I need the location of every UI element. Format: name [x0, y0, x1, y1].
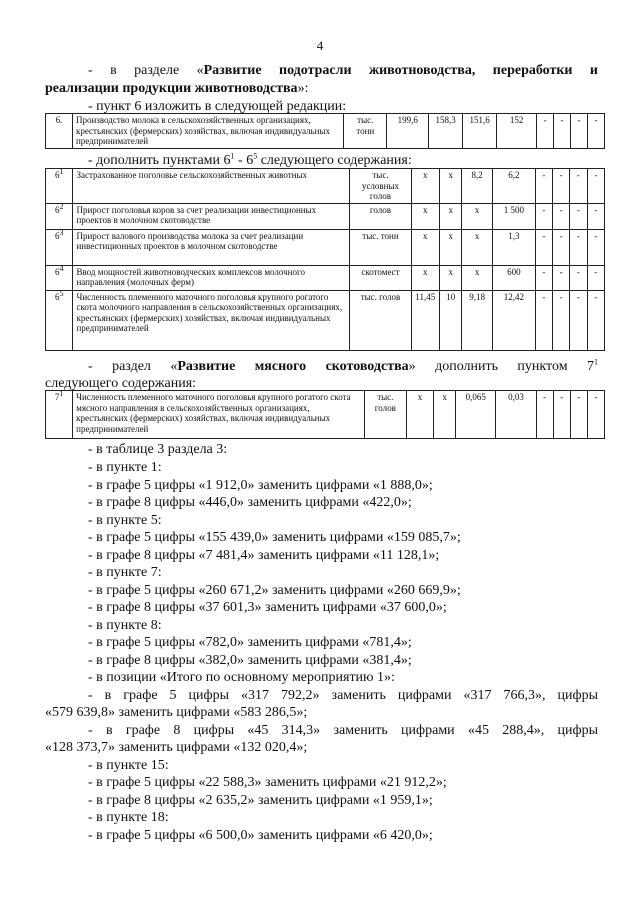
num-text: 6: [54, 204, 60, 215]
row-name: Производство молока в сельскохозяйственных организациях, крестьянских (фермерских) хозяйствах, включая индивидуальных предпринимателей: [72, 114, 343, 149]
row-dash-2: -: [552, 169, 569, 204]
row-name: Прирост валового производства молока за счет реализации инвестиционных проектов в молочном скотоводстве: [73, 229, 350, 265]
row-dash-3: -: [570, 265, 587, 290]
supplement-text-a: - дополнить пунктами 6: [88, 153, 231, 168]
table-row: [46, 290, 605, 350]
row-value-1: х: [411, 229, 440, 265]
list-item: - в пункте 18:: [88, 810, 169, 825]
row-unit: тыс. голов: [364, 391, 406, 439]
list-item: - в графе 8 цифры «37 601,3» заменить цифрами «37 600,0»;: [88, 600, 447, 615]
table-row: [46, 203, 605, 229]
row-value-4: 152: [497, 114, 537, 149]
row-dash-4: -: [587, 290, 604, 350]
row-value-4: 1 500: [492, 203, 535, 229]
list-item: - в пункте 1:: [88, 460, 162, 475]
supplement-text-c: следующего содержания:: [257, 153, 412, 168]
row-unit: тыс. голов: [350, 290, 411, 350]
num-text: 6: [54, 291, 60, 302]
section-title-part1: Развитие подотрасли животноводства, переработки и: [203, 63, 598, 78]
row-unit: тыс. тонн: [344, 114, 387, 149]
table-items-6-1-to-6-5: [45, 168, 605, 351]
row-dash-4: -: [587, 391, 604, 439]
row-dash-2: -: [552, 290, 569, 350]
supplement-text-b: - 6: [234, 153, 254, 168]
row-dash-1: -: [537, 114, 554, 149]
row-unit: тыс. тонн: [350, 229, 411, 265]
supplement-sup-2: 5: [253, 151, 258, 161]
list-item: «579 639,8» заменить цифрами «583 286,5»;: [45, 705, 308, 720]
table-row: [46, 265, 605, 290]
section-heading-beef: [88, 358, 598, 375]
row-number: [46, 391, 73, 439]
row-value-4: 1,3: [492, 229, 535, 265]
list-item: - в графе 5 цифры «155 439,0» заменить цифрами «159 085,7»;: [88, 530, 461, 545]
row-dash-3: -: [570, 229, 587, 265]
list-item: - в графе 5 цифры «6 500,0» заменить цифрами «6 420,0»;: [88, 828, 433, 843]
row-value-3: 0,065: [456, 391, 496, 439]
row-unit: голов: [350, 203, 411, 229]
list-item: - в графе 5 цифры «317 792,2» заменить цифрами «317 766,3», цифры: [88, 688, 598, 703]
list-item: - в пункте 15:: [88, 758, 169, 773]
row-number: 6.: [46, 114, 73, 149]
section2-title: Развитие мясного скотоводства: [177, 359, 409, 374]
row-value-3: 8,2: [462, 169, 493, 204]
row-value-2: х: [434, 391, 456, 439]
section-suffix: »:: [297, 81, 309, 96]
num-text: 7: [54, 392, 60, 402]
row-value-3: 9,18: [462, 290, 493, 350]
row-dash-1: -: [535, 265, 552, 290]
row-value-4: 6,2: [492, 169, 535, 204]
num-sup: 1: [59, 389, 64, 398]
num-sup: 1: [59, 167, 64, 176]
section2-mid: » дополнить пунктом 7: [408, 359, 594, 374]
list-item: - в позиции «Итого по основному мероприятию 1»:: [88, 670, 395, 685]
section-heading-livestock: [88, 62, 598, 79]
list-item: - в графе 8 цифры «7 481,4» заменить цифрами «11 128,1»;: [88, 548, 440, 563]
row-value-2: 10: [440, 290, 462, 350]
section-title-part2: реализации продукции животноводства: [45, 81, 298, 96]
list-item: - в графе 8 цифры «446,0» заменить цифрами «422,0»;: [88, 495, 412, 510]
num-sup: 5: [59, 288, 64, 298]
row-dash-3: -: [570, 391, 587, 439]
row-dash-3: -: [570, 114, 587, 149]
row-dash-1: -: [536, 391, 553, 439]
row-value-2: х: [440, 265, 462, 290]
supplement-sup-1: 1: [230, 151, 235, 161]
row-value-1: х: [411, 265, 440, 290]
table-item-6: [45, 113, 605, 149]
list-item: - в графе 5 цифры «260 671,2» заменить цифрами «260 669,9»;: [88, 583, 461, 598]
row-dash-4: -: [587, 265, 604, 290]
row-number: [46, 203, 73, 229]
supplement-intro: [88, 152, 412, 169]
row-dash-3: -: [570, 203, 587, 229]
list-item: - в графе 5 цифры «1 912,0» заменить цифрами «1 888,0»;: [88, 478, 433, 493]
row-dash-2: -: [554, 114, 571, 149]
row-dash-3: -: [570, 290, 587, 350]
num-sup: 2: [59, 201, 64, 211]
table-row: [46, 114, 605, 149]
num-text: 6: [54, 266, 60, 277]
row-name: Застрахованное поголовье сельскохозяйственных животных: [73, 169, 350, 204]
row-dash-4: -: [587, 203, 604, 229]
row-number: [46, 169, 73, 204]
list-item: - в графе 5 цифры «22 588,3» заменить цифрами «21 912,2»;: [88, 775, 447, 790]
row-dash-1: -: [535, 169, 552, 204]
row-dash-4: -: [587, 169, 604, 204]
section-prefix: - в разделе «: [88, 63, 204, 78]
row-value-4: 12,42: [492, 290, 535, 350]
row-dash-1: -: [535, 203, 552, 229]
table-row: [46, 391, 605, 439]
row-dash-4: -: [587, 229, 604, 265]
row-dash-2: -: [552, 229, 569, 265]
row-value-1: х: [411, 203, 440, 229]
num-sup: 4: [59, 263, 64, 273]
row-value-3: х: [462, 229, 493, 265]
row-value-2: 158,3: [429, 114, 463, 149]
row-dash-2: -: [552, 265, 569, 290]
table-row: [46, 169, 605, 204]
list-item: - в графе 8 цифры «45 314,3» заменить цифрами «45 288,4», цифры: [88, 723, 598, 738]
row-number: [46, 265, 73, 290]
num-text: 6: [54, 230, 60, 241]
list-item: - в графе 8 цифры «2 635,2» заменить цифрами «1 959,1»;: [88, 793, 433, 808]
list-item: - в пункте 7:: [88, 565, 162, 580]
list-item: - в графе 5 цифры «782,0» заменить цифрами «781,4»;: [88, 635, 412, 650]
row-value-1: х: [406, 391, 433, 439]
row-dash-3: -: [570, 169, 587, 204]
section2-prefix: - раздел «: [88, 359, 178, 374]
num-text: 6: [54, 170, 60, 180]
table-item-7-1: [45, 390, 605, 439]
row-name: Численность племенного маточного поголовья крупного рогатого скота молочного направления в сельскохозяйственных организациях, крестьянских (фермерских) хозяйствах, включая индивидуальных предпринимателей: [73, 290, 350, 350]
page-number: 4: [316, 38, 324, 53]
section2-line2: следующего содержания:: [45, 376, 197, 391]
table-row: [46, 229, 605, 265]
row-number: [46, 290, 73, 350]
row-dash-2: -: [553, 391, 570, 439]
section2-sup: 1: [594, 357, 598, 367]
row-value-4: 0,03: [496, 391, 536, 439]
row-value-3: 151,6: [463, 114, 497, 149]
row-dash-2: -: [552, 203, 569, 229]
row-value-1: 199,6: [387, 114, 429, 149]
item6-intro: - пункт 6 изложить в следующей редакции:: [88, 99, 347, 114]
row-value-2: х: [440, 203, 462, 229]
list-item: - в пункте 5:: [88, 513, 162, 528]
row-unit: скотомест: [350, 265, 411, 290]
row-name: Прирост поголовья коров за счет реализации инвестиционных проектов в молочном скотоводстве: [73, 203, 350, 229]
row-dash-4: -: [587, 114, 604, 149]
row-value-4: 600: [492, 265, 535, 290]
row-value-2: х: [440, 229, 462, 265]
list-item: - в пункте 8:: [88, 618, 162, 633]
row-number: [46, 229, 73, 265]
list-item: - в таблице 3 раздела 3:: [88, 442, 228, 457]
row-dash-1: -: [535, 229, 552, 265]
section-heading-livestock-line2: [45, 80, 308, 97]
row-value-1: 11,45: [411, 290, 440, 350]
row-name: Численность племенного маточного поголовья крупного рогатого скота мясного направления в сельскохозяйственных организациях, крестьянских (фермерских) хозяйствах, включая индивидуальных предпринимателей: [73, 391, 365, 439]
row-value-3: х: [462, 265, 493, 290]
row-unit: тыс. условных голов: [350, 169, 411, 204]
row-value-3: х: [462, 203, 493, 229]
list-item: - в графе 8 цифры «382,0» заменить цифрами «381,4»;: [88, 653, 412, 668]
row-value-1: х: [411, 169, 440, 204]
row-name: Ввод мощностей животноводческих комплексов молочного направления (молочных ферм): [73, 265, 350, 290]
list-item: «128 373,7» заменить цифрами «132 020,4»;: [45, 740, 308, 755]
row-dash-1: -: [535, 290, 552, 350]
num-sup: 3: [59, 227, 64, 237]
row-value-2: х: [440, 169, 462, 204]
